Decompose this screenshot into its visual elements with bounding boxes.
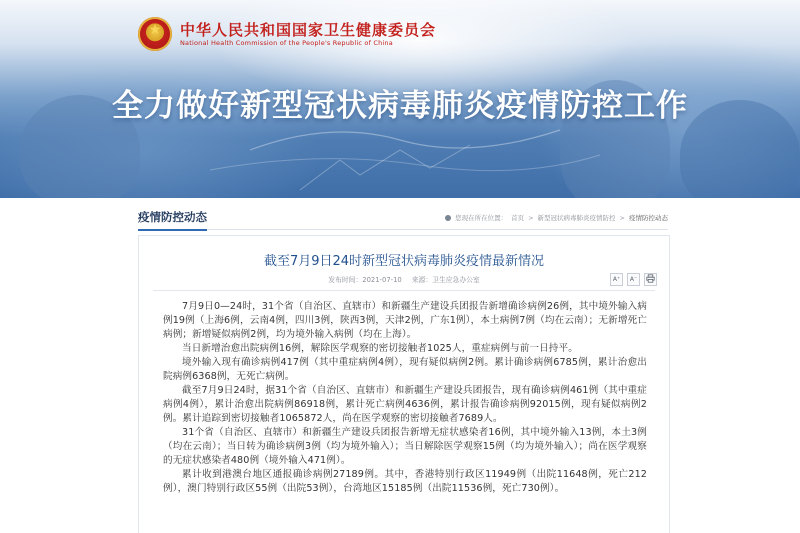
publish-date-value: 2021-07-10 [362,276,402,284]
header-banner [0,0,800,198]
title-divider [153,290,655,291]
publish-label: 发布时间： [328,276,363,284]
logo-text [180,21,436,48]
article-paragraph: 7月9日0—24时，31个省（自治区、直辖市）和新疆生产建设兵团报告新增确诊病例26例，其中境外输入病例19例（上海6例，云南4例，四川3例，陕西3例，天津2例，广东1例），本土病例7例（均在云南）；无新增死亡病例；新增疑似病例2例，均为境外输入病例（均在上海）。 [163,301,647,340]
section-bar [138,207,668,230]
article-paragraph: 截至7月9日24时，据31个省（自治区、直辖市）和新疆生产建设兵团报告，现有确诊病例461例（其中重症病例4例），累计治愈出院病例86918例，累计死亡病例4636例，累计报告确诊病例92015例，现有疑似病例2例。累计追踪到密切接触者1065872人，尚在医学观察的密切接触者7689人。 [163,385,647,424]
article-paragraph: 累计收到港澳台地区通报确诊病例27189例。其中，香港特别行政区11949例（出院11648例，死亡212例），澳门特别行政区55例（出院53例），台湾地区15185例（出院11536例，死亡730例）。 [163,469,647,494]
breadcrumb-item-current[interactable]: 疫情防控动态 [629,214,668,222]
article-tools [610,273,657,286]
breadcrumb-separator-icon: > [619,213,625,222]
font-decrease-button[interactable]: A⁻ [627,273,640,286]
breadcrumb-prefix: 您现在所在位置： [455,214,508,222]
breadcrumb-item-home[interactable]: 首页 [511,214,525,222]
source-label: 来源： [411,276,433,284]
article-card [138,235,670,533]
article-meta [139,274,669,284]
print-button[interactable] [644,273,657,286]
site-logo[interactable] [138,14,436,54]
location-icon [445,215,451,221]
article-source [412,274,480,284]
org-name-en: National Health Commission of the People's Republic of China [180,38,393,47]
banner-title: 全力做好新型冠状病毒肺炎疫情防控工作 [112,88,688,124]
national-emblem-icon [138,17,172,51]
article-title: 截至7月9日24时新型冠状病毒肺炎疫情最新情况 [263,254,545,269]
article-paragraph: 当日新增治愈出院病例16例，解除医学观察的密切接触者1025人，重症病例与前一日持平。 [182,343,578,354]
breadcrumb [445,213,668,222]
article-body [163,300,647,496]
font-increase-button[interactable]: A⁺ [610,273,623,286]
breadcrumb-separator-icon: > [528,213,534,222]
publish-date [328,274,402,284]
article-paragraph: 31个省（自治区、直辖市）和新疆生产建设兵团报告新增无症状感染者16例，其中境外输入13例，本土3例（均在云南）；当日转为确诊病例3例（均为境外输入）；当日解除医学观察15例（均为境外输入）；尚在医学观察的无症状感染者480例（境外输入471例）。 [163,427,647,466]
section-title[interactable]: 疫情防控动态 [138,209,207,231]
breadcrumb-item-covid[interactable]: 新型冠状病毒肺炎疫情防控 [537,214,616,222]
print-icon [646,274,655,283]
article-paragraph: 境外输入现有确诊病例417例（其中重症病例4例），现有疑似病例2例。累计确诊病例6785例，累计治愈出院病例6368例，无死亡病例。 [163,357,647,382]
org-name-cn: 中华人民共和国国家卫生健康委员会 [180,20,437,39]
source-value: 卫生应急办公室 [432,276,480,284]
